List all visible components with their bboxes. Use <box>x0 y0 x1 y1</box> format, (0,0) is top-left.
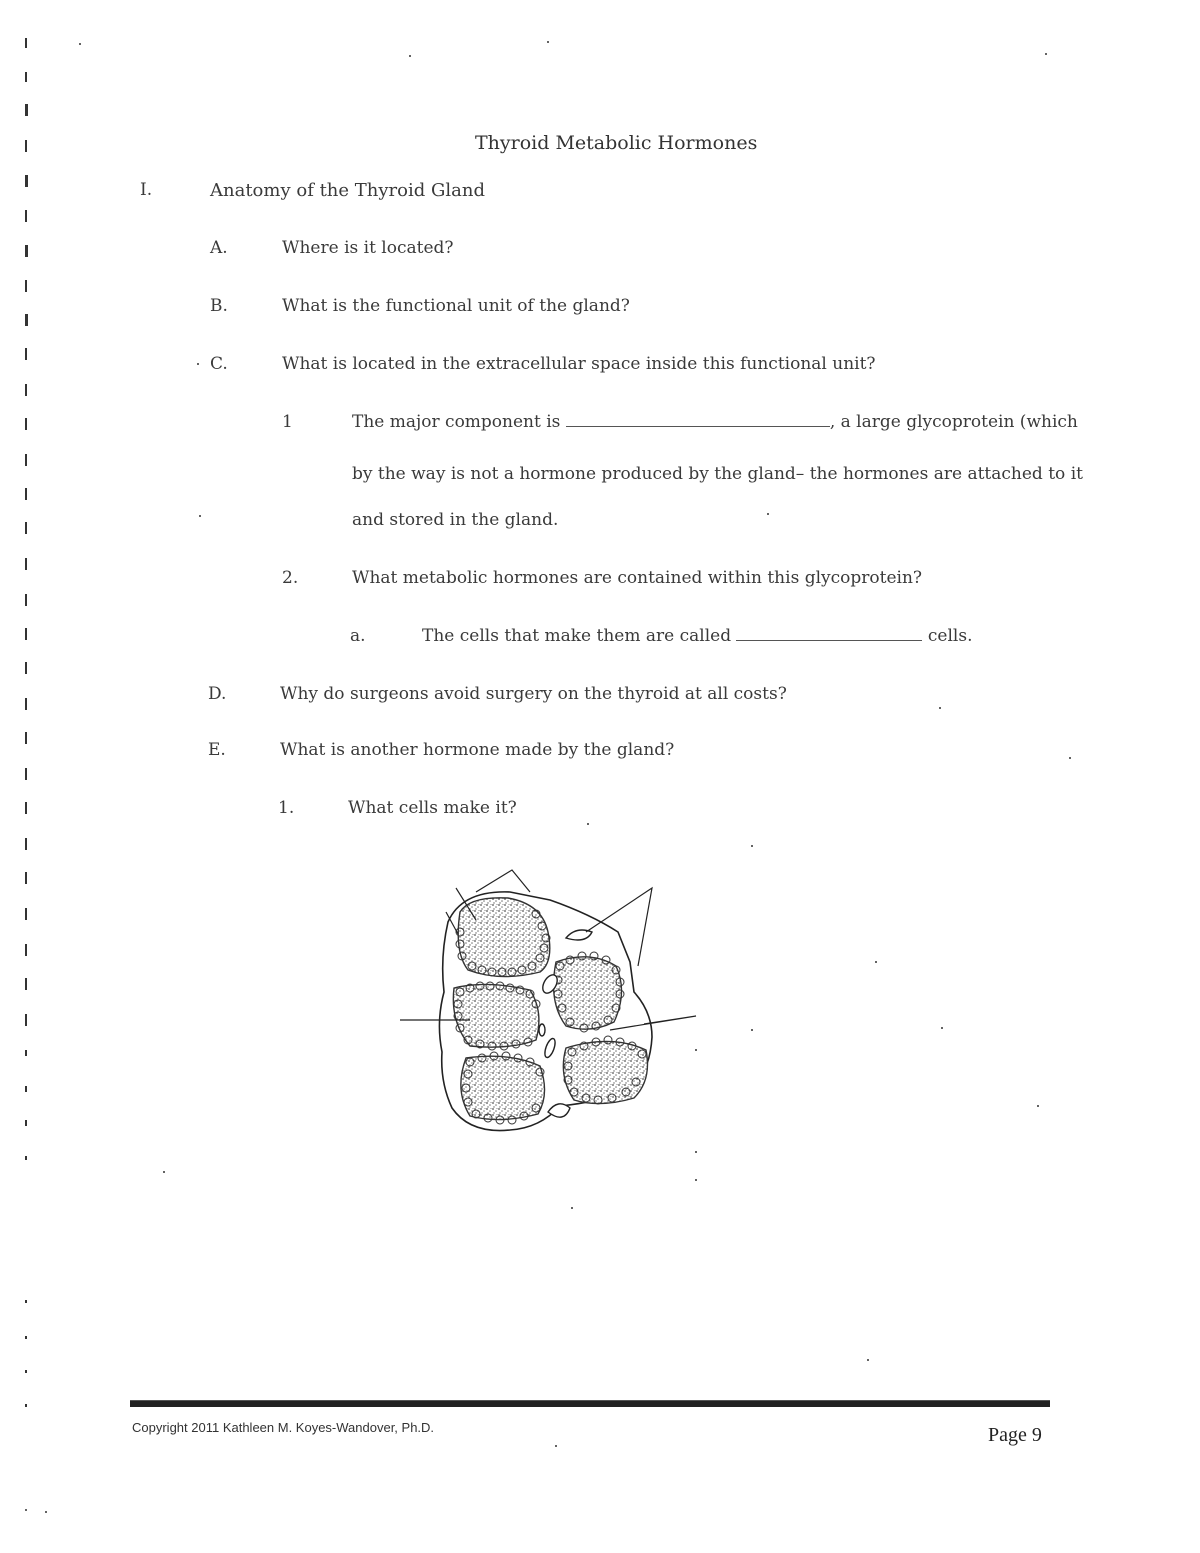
item-d-question: Why do surgeons avoid surgery on the thyroid at all costs? <box>280 684 787 704</box>
item-c2-marker: 2. <box>282 568 299 588</box>
label-line-top <box>476 870 530 892</box>
item-c2a-marker: a. <box>350 626 366 646</box>
item-c1-line2: by the way is not a hormone produced by the gland– the hormones are attached to it <box>352 464 1083 484</box>
item-c2-question: What metabolic hormones are contained within this glycoprotein? <box>352 568 923 588</box>
item-e-question: What is another hormone made by the gland? <box>280 740 675 760</box>
item-e-marker: E. <box>208 740 226 760</box>
item-c1-line1-post: , a large glycoprotein (which <box>829 412 1078 432</box>
item-b-marker: B. <box>210 296 228 316</box>
item-c1-marker: 1 <box>282 412 293 432</box>
item-c2a-post: cells. <box>927 626 973 646</box>
parafollicular-cell-3 <box>539 1024 545 1036</box>
item-c-question: What is located in the extracellular space inside this functional unit? <box>282 354 876 374</box>
item-c2a-pre: The cells that make them are called <box>422 626 732 646</box>
item-e1-marker: 1. <box>278 798 295 818</box>
item-c1-line3: and stored in the gland. <box>352 510 559 530</box>
section-heading: Anatomy of the Thyroid Gland <box>210 180 485 201</box>
item-c2a-line <box>422 626 972 646</box>
fill-in-blank-cells[interactable] <box>736 626 922 641</box>
item-b-question: What is the functional unit of the gland? <box>282 296 630 316</box>
page-title: Thyroid Metabolic Hormones <box>475 132 758 154</box>
item-a-marker: A. <box>210 238 228 258</box>
item-a-question: Where is it located? <box>282 238 454 258</box>
item-c-marker: C. <box>210 354 228 374</box>
item-d-marker: D. <box>208 684 227 704</box>
item-c1-line1 <box>352 412 1078 432</box>
item-e1-question: What cells make it? <box>348 798 517 818</box>
item-c1-line1-pre: The major component is <box>352 412 561 432</box>
copyright-text: Copyright 2011 Kathleen M. Koyes-Wandover, Ph.D. <box>132 1420 435 1435</box>
section-marker: I. <box>140 180 153 200</box>
fill-in-blank-major-component[interactable] <box>566 412 830 427</box>
footer-rule <box>130 1400 1050 1407</box>
page-number: Page 9 <box>988 1424 1042 1446</box>
thyroid-follicle-diagram <box>390 862 710 1152</box>
